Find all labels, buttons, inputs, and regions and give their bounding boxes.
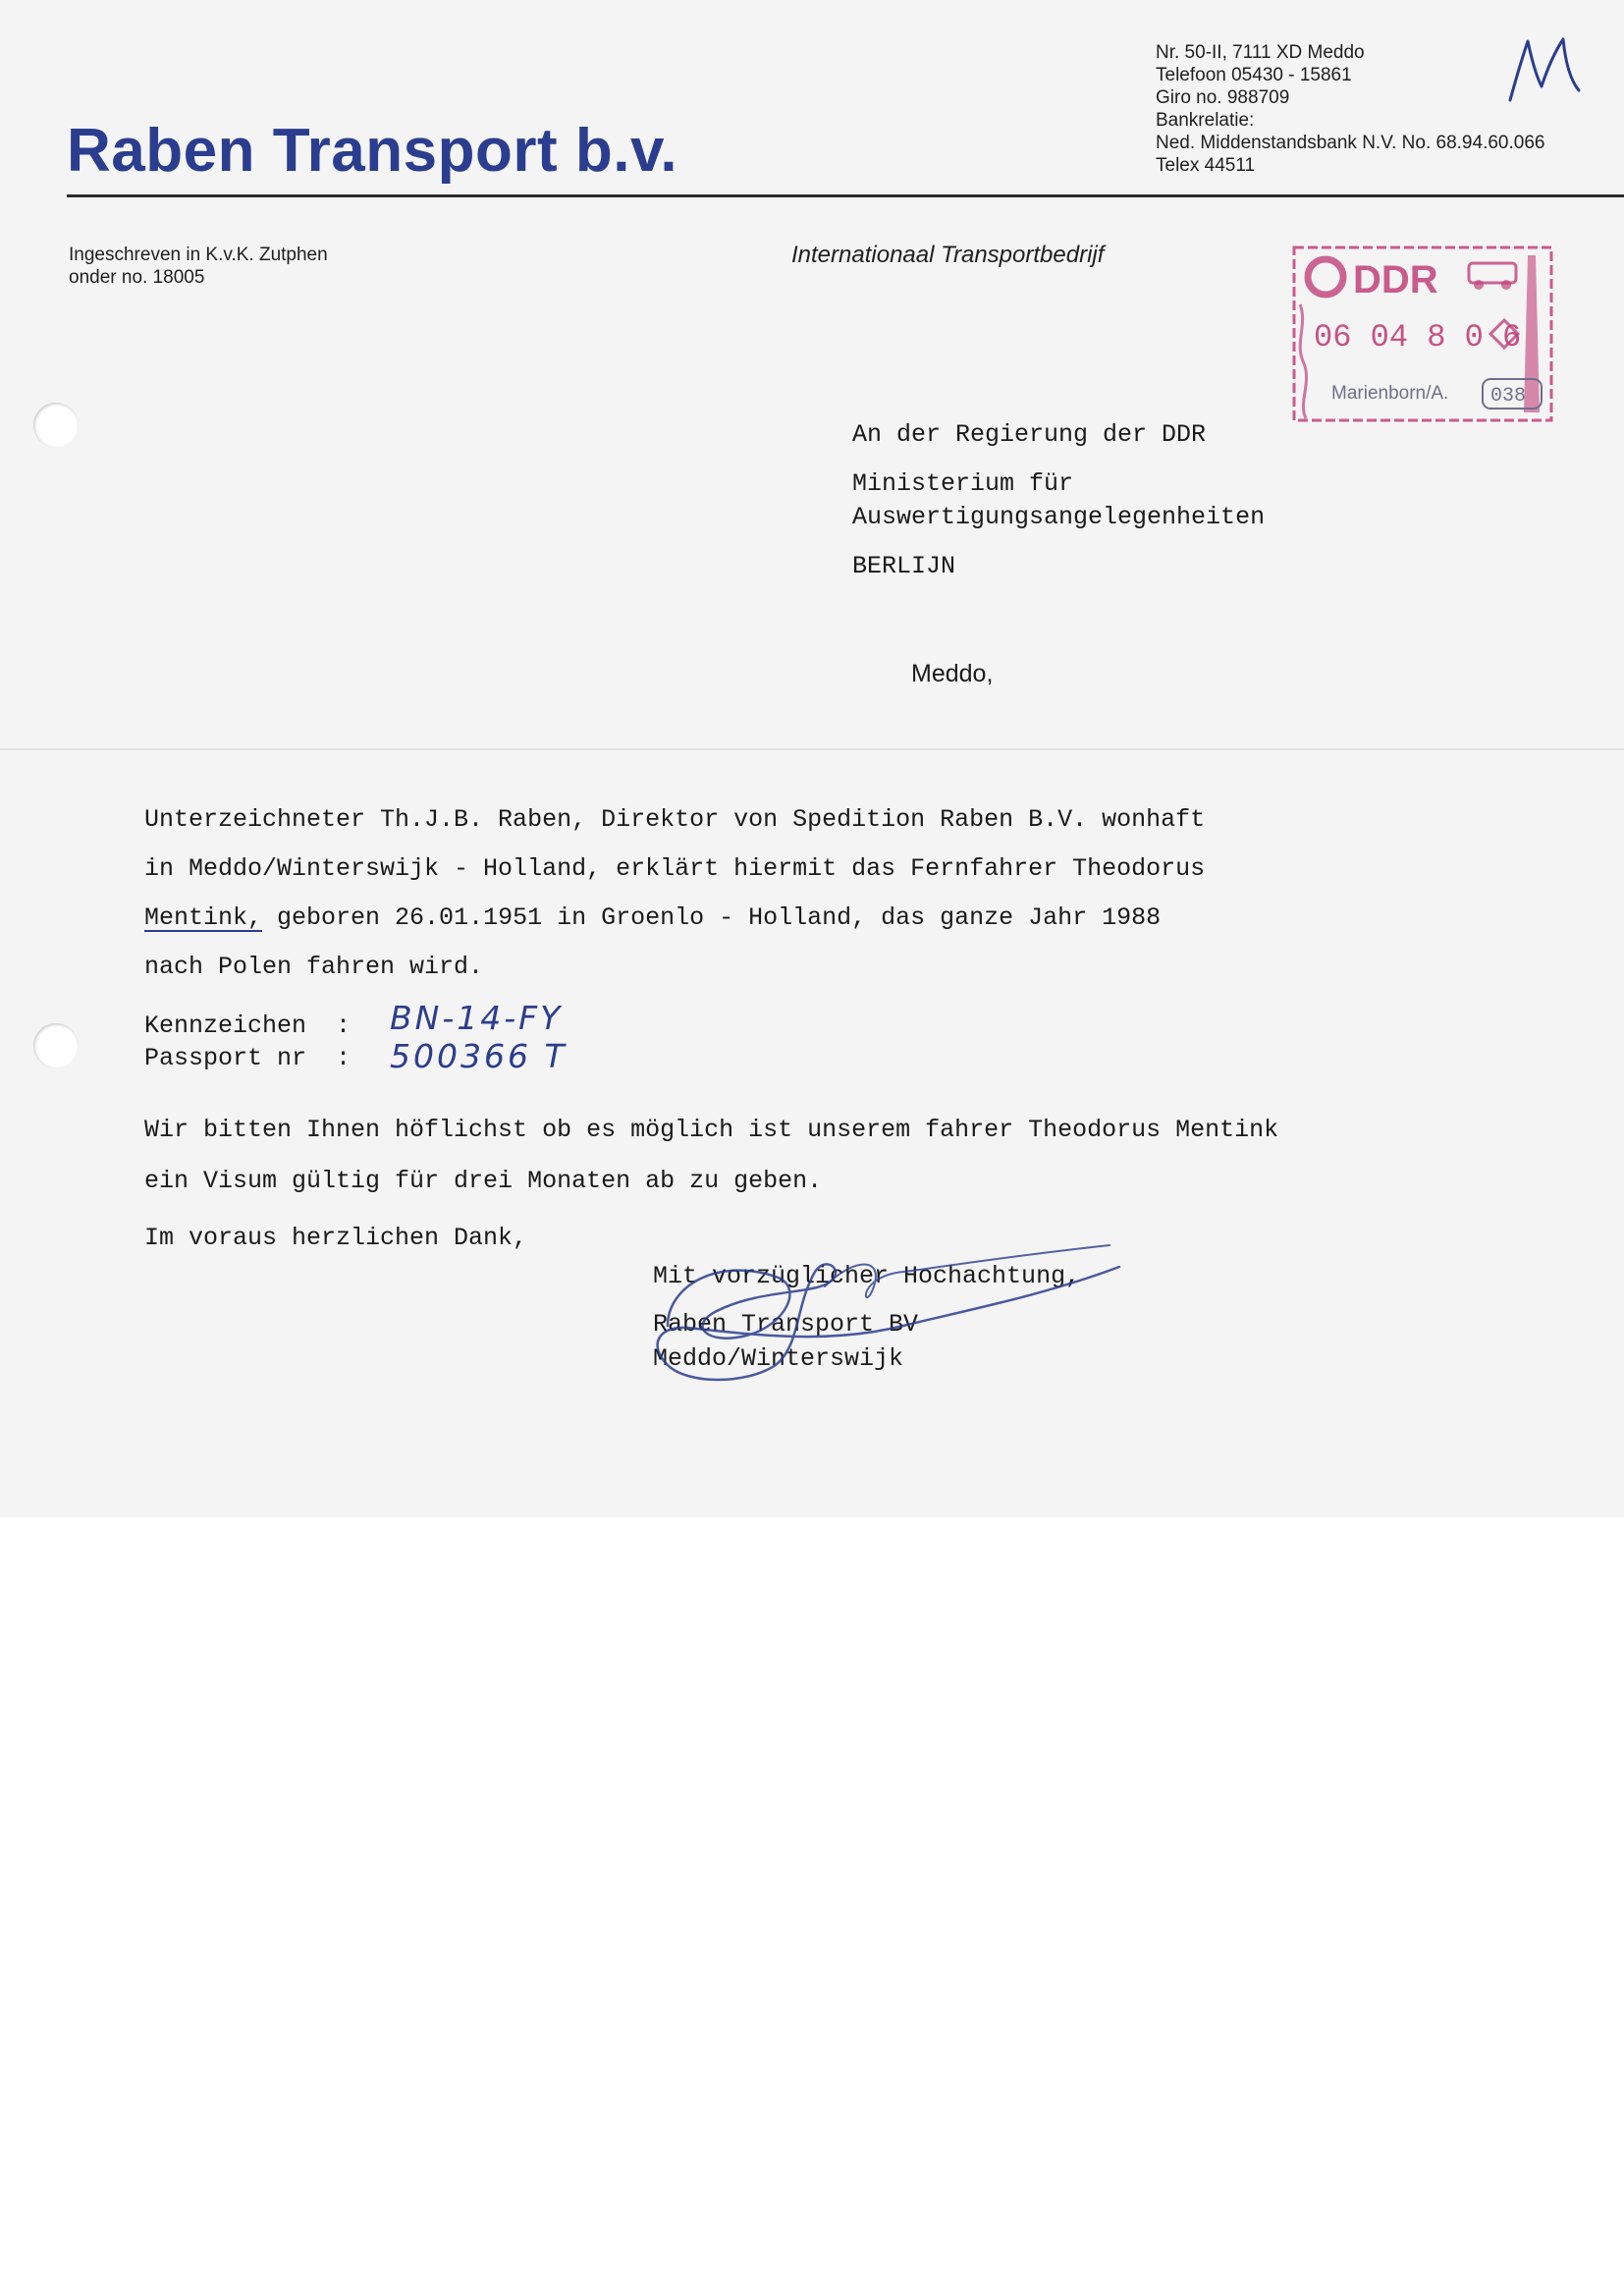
fold-line [0, 748, 1624, 750]
contact-line: Telex 44511 [1156, 155, 1256, 176]
vehicle-fields [144, 999, 568, 1075]
contact-line: Ned. Middenstandsbank N.V. No. 68.94.60.066 [1156, 133, 1545, 153]
recipient-line: BERLIJN [852, 552, 956, 580]
handwritten-field-value: 500366 T [390, 1037, 568, 1075]
recipient-line: An der Regierung der DDR [852, 420, 1207, 449]
stamp-date: 06 04 8 0 6 [1314, 319, 1522, 355]
registration-line: onder no. 18005 [69, 267, 205, 288]
field-row-kennzeichen [144, 999, 564, 1042]
contact-line: Giro no. 988709 [1156, 87, 1290, 108]
company-logo: Raben Transport b.v. [67, 117, 678, 185]
contact-block [1156, 41, 1607, 177]
closing-line: Raben Transport BV [653, 1310, 919, 1339]
thanks-line: Im voraus herzlichen Dank, [144, 1224, 528, 1252]
field-separator: : [336, 1044, 352, 1072]
recipient-address [852, 418, 1265, 583]
field-separator: : [336, 1011, 352, 1040]
contact-line: Telefoon 05430 - 15861 [1156, 65, 1352, 85]
letter-body [144, 795, 1205, 992]
recipient-line: Ministerium für [852, 469, 1074, 498]
body-line [144, 894, 1205, 943]
letterhead-rule [67, 194, 1624, 197]
field-label: Kennzeichen [144, 1011, 307, 1040]
handwritten-field-value: BN-14-FY [390, 999, 564, 1037]
registration-info [69, 244, 328, 289]
request-line: ein Visum gültig für drei Monaten ab zu geben. [144, 1167, 823, 1195]
body-line: in Meddo/Winterswijk - Holland, erklärt hiermit das Fernfahrer Theodorus [144, 854, 1206, 883]
body-line-rest: geboren 26.01.1951 in Groenlo - Holland, das ganze Jahr 1988 [262, 903, 1162, 932]
handwritten-m-text: M [1545, 88, 1547, 89]
registration-line: Ingeschreven in K.v.K. Zutphen [69, 245, 328, 265]
stamp-location: Marienborn/A. [1331, 383, 1449, 404]
closing-line: Mit vorzüglicher Hochachtung, [653, 1262, 1081, 1290]
ddr-border-stamp [1274, 236, 1569, 432]
body-line: nach Polen fahren wird. [144, 953, 484, 981]
signature-mark [628, 1218, 1139, 1394]
punch-hole [33, 403, 79, 448]
closing-line: Meddo/Winterswijk [653, 1344, 904, 1373]
field-label: Passport nr [144, 1044, 307, 1072]
field-row-passport [144, 1037, 568, 1075]
stamp-country: DDR [1353, 258, 1438, 301]
body-line: Unterzeichneter Th.J.B. Raben, Direktor von Spedition Raben B.V. wonhaft [144, 805, 1206, 834]
place-line: Meddo, [911, 660, 994, 687]
contact-line: Nr. 50-II, 7111 XD Meddo [1156, 42, 1365, 63]
request-line: Wir bitten Ihnen höflichst ob es möglich ist unserem fahrer Theodorus Mentink [144, 1116, 1279, 1144]
company-tagline: Internationaal Transportbedrijf [791, 242, 1105, 268]
recipient-line: Auswertigungsangelegenheiten [852, 503, 1266, 531]
contact-line: Bankrelatie: [1156, 110, 1255, 131]
request-paragraph [144, 1105, 1278, 1207]
stamp-number: 038 [1490, 385, 1527, 408]
punch-hole [33, 1023, 79, 1068]
driver-surname: Mentink, [144, 903, 263, 932]
